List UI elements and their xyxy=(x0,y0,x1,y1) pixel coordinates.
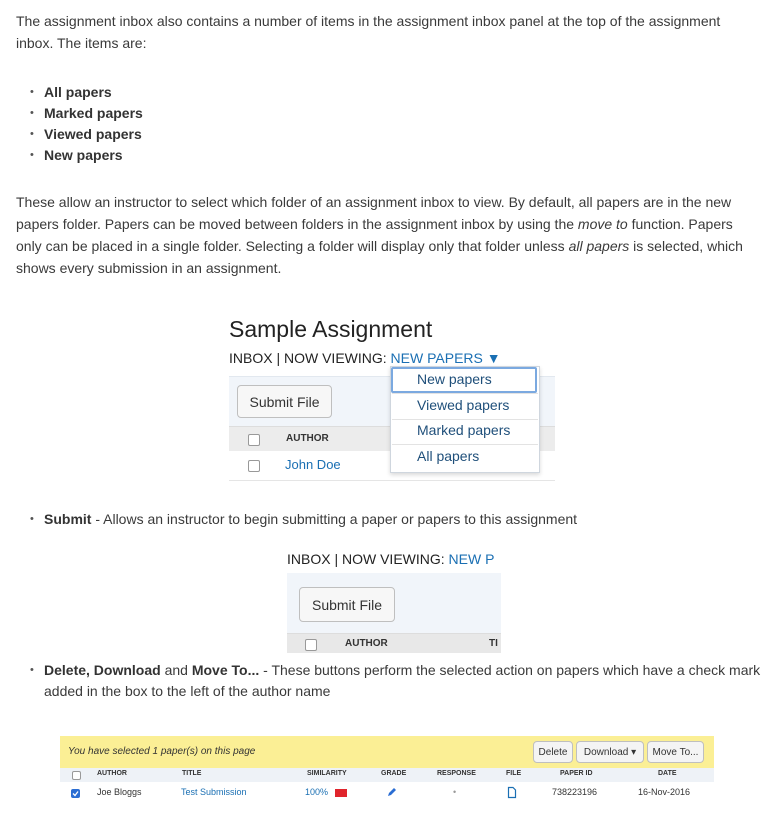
menu-item-viewed-papers[interactable]: Viewed papers xyxy=(417,397,510,413)
table-header xyxy=(287,633,501,653)
similarity-column-header: SIMILARITY xyxy=(307,770,347,777)
list-item: • Marked papers xyxy=(30,103,143,124)
list-item: • New papers xyxy=(30,145,143,166)
move-to-button[interactable]: Move To... xyxy=(647,741,704,763)
folder-list xyxy=(30,82,143,166)
list-item: • All papers xyxy=(30,82,143,103)
response-dot: • xyxy=(453,787,457,797)
sample-assignment-screenshot xyxy=(229,304,555,482)
paragraph-text: is selected, which shows every submission in an assignment. xyxy=(16,238,743,276)
bullet-text: - Allows an instructor to begin submitting a paper or papers to this assignment xyxy=(91,511,578,527)
file-icon[interactable] xyxy=(507,786,517,799)
bullet-term: Submit xyxy=(44,511,92,527)
file-column-header: FILE xyxy=(506,770,522,777)
paragraph-text: function. Papers only can be placed in a single folder. Selecting a folder will display only that folder unless xyxy=(16,216,733,254)
menu-item-new-papers[interactable]: New papers xyxy=(417,371,492,387)
paper-id: 738223196 xyxy=(552,787,598,797)
bullet-text: and xyxy=(160,662,192,678)
bullet-text: - These buttons perform the selected action on papers which have a check mark added in the box to the left of the author name xyxy=(44,662,761,699)
title-column-header: TI xyxy=(489,638,498,649)
actions-bullet xyxy=(30,660,764,702)
now-viewing-label xyxy=(229,350,501,366)
select-all-checkbox[interactable] xyxy=(305,639,317,651)
paper-id-column-header: PAPER ID xyxy=(560,770,593,777)
table-header xyxy=(60,768,714,783)
viewing-text: INBOX | NOW VIEWING: xyxy=(287,553,449,567)
delete-button[interactable]: Delete xyxy=(533,741,573,763)
response-column-header: RESPONSE xyxy=(437,770,476,777)
similarity-color-bar xyxy=(335,789,347,797)
author-name: Joe Bloggs xyxy=(97,787,142,797)
divider xyxy=(392,419,538,420)
checkmark-icon xyxy=(72,790,79,797)
grade-column-header: GRADE xyxy=(381,770,407,777)
menu-item-all-papers[interactable]: All papers xyxy=(417,448,480,464)
submit-bullet xyxy=(30,509,764,530)
paragraph-emphasis: move to xyxy=(577,216,628,232)
submission-date: 16-Nov-2016 xyxy=(638,787,691,797)
date-column-header: DATE xyxy=(658,770,677,777)
intro-paragraph: The assignment inbox also contains a number of items in the assignment inbox panel at the top of the assignment inbox. The items are: xyxy=(16,13,721,51)
author-column-header: AUTHOR xyxy=(345,638,388,649)
download-button[interactable]: Download ▾ xyxy=(576,741,644,763)
similarity-score[interactable]: 100% xyxy=(305,787,329,797)
table-row xyxy=(60,782,714,804)
menu-item-marked-papers[interactable]: Marked papers xyxy=(417,422,511,438)
now-viewing-label xyxy=(287,553,494,567)
folder-dropdown-menu xyxy=(390,366,540,473)
pencil-icon[interactable] xyxy=(386,787,397,798)
folder-dropdown-toggle[interactable]: NEW P xyxy=(448,553,495,567)
author-link[interactable]: John Doe xyxy=(285,457,341,472)
divider xyxy=(392,393,538,394)
paragraph-text: These allow an instructor to select which folder of an assignment inbox to view. By default, all papers are in the new papers folder. Papers can be moved between folders in the assignment inbox by using the xyxy=(16,194,732,232)
row-checkbox[interactable] xyxy=(248,460,260,472)
bullet-term: Move To... xyxy=(191,662,260,678)
list-item: • Viewed papers xyxy=(30,124,143,145)
author-column-header: AUTHOR xyxy=(286,433,329,444)
viewing-text: INBOX | NOW VIEWING: xyxy=(229,350,391,366)
submit-file-button[interactable]: Submit File xyxy=(299,587,395,622)
title-column-header: TITLE xyxy=(182,770,202,777)
divider xyxy=(392,444,538,445)
submit-file-screenshot xyxy=(287,553,501,653)
select-all-checkbox[interactable] xyxy=(248,434,260,446)
submission-title-link[interactable]: Test Submission xyxy=(181,787,247,797)
selection-actions-screenshot xyxy=(60,736,714,804)
bullet-term: Delete, Download xyxy=(44,662,161,678)
selection-status: You have selected 1 paper(s) on this page xyxy=(68,746,256,757)
author-column-header: AUTHOR xyxy=(97,770,127,777)
assignment-title: Sample Assignment xyxy=(229,316,433,342)
select-all-checkbox[interactable] xyxy=(72,771,81,780)
paragraph-emphasis: all papers xyxy=(568,238,630,254)
folder-dropdown-toggle[interactable]: NEW PAPERS ▼ xyxy=(390,350,501,366)
folders-paragraph xyxy=(16,191,756,279)
submit-file-button[interactable]: Submit File xyxy=(237,385,332,418)
